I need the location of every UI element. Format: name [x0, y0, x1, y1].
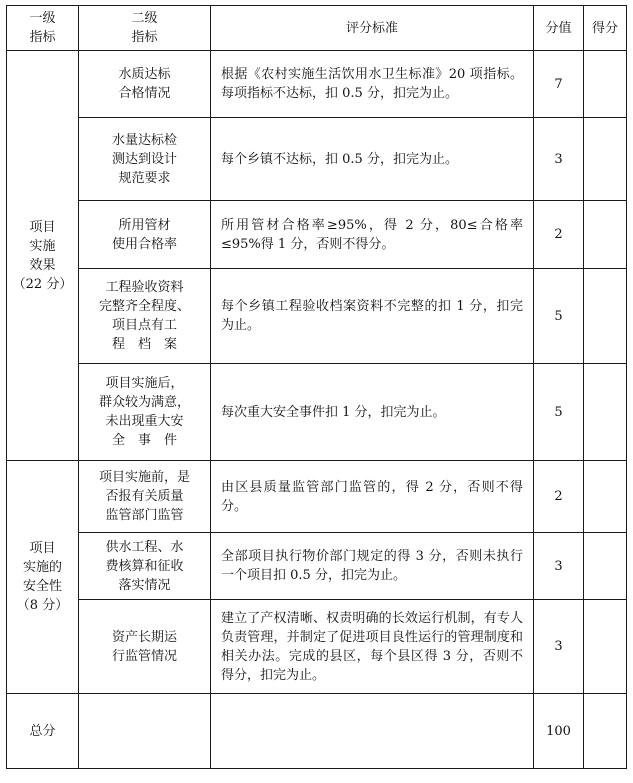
header-row — [7, 6, 627, 51]
criteria-cell: 由区县质量监管部门监管的，得 2 分，否则不得分。 — [211, 461, 534, 533]
score-cell: 3 — [534, 533, 584, 600]
criteria-cell: 每次重大安全事件扣 1 分，扣完为止。 — [211, 364, 534, 461]
header-level2-line: 指标 — [131, 30, 158, 45]
table-row — [7, 118, 627, 201]
total-label: 总分 — [7, 694, 79, 769]
category-line: 实施 — [29, 238, 56, 254]
total-indicator-cell — [79, 694, 211, 769]
header-level1-line: 指标 — [29, 30, 56, 45]
table-row — [7, 600, 627, 694]
indicator-line: 水量达标检 — [111, 132, 177, 148]
scoring-table — [6, 5, 627, 769]
indicator-line: 项目实施前，是 — [98, 470, 190, 485]
indicator-cell — [79, 201, 211, 269]
table-row — [7, 269, 627, 364]
indicator-cell — [79, 118, 211, 201]
header-obtained: 得分 — [584, 6, 627, 51]
obtained-cell[interactable] — [584, 118, 627, 201]
category-cell — [7, 51, 79, 461]
score-cell: 3 — [534, 118, 584, 201]
indicator-line: 项目点有工 — [111, 318, 177, 333]
header-level1-line: 一级 — [29, 11, 56, 26]
indicator-line: 费核算和征收 — [105, 558, 184, 574]
obtained-cell[interactable] — [584, 201, 627, 269]
category-line: 项目 — [29, 219, 56, 235]
indicator-line: 规范要求 — [118, 170, 171, 186]
criteria-cell: 建立了产权清晰、权责明确的长效运行机制，有专人负责管理，并制定了促进项目良性运行的管理制度和相关办法。完成的县区，每个县区得 3 分，否则不得分，扣完为止。 — [211, 600, 534, 694]
score-cell: 5 — [534, 269, 584, 364]
category-line: （22 分） — [12, 276, 73, 292]
obtained-cell[interactable] — [584, 51, 627, 118]
criteria-cell: 每个乡镇工程验收档案资料不完整的扣 1 分，扣完为止。 — [211, 269, 534, 364]
indicator-cell — [79, 600, 211, 694]
score-cell: 5 — [534, 364, 584, 461]
indicator-line: 未出现重大安 — [105, 414, 184, 429]
indicator-cell — [79, 461, 211, 533]
indicator-line: 行监管情况 — [111, 648, 177, 664]
criteria-cell: 全部项目执行物价部门规定的得 3 分，否则未执行一个项目扣 0.5 分，扣完为止。 — [211, 533, 534, 600]
indicator-line: 合格情况 — [118, 86, 171, 101]
indicator-cell — [79, 533, 211, 600]
indicator-line: 使用合格率 — [111, 236, 177, 252]
obtained-cell[interactable] — [584, 269, 627, 364]
indicator-line: 水质达标 — [118, 67, 171, 82]
indicator-line: 供水工程、水 — [105, 539, 184, 555]
table-row — [7, 364, 627, 461]
indicator-line: 资产长期运 — [111, 629, 177, 645]
indicator-line: 测达到设计 — [111, 151, 177, 167]
score-cell: 2 — [534, 201, 584, 269]
total-score: 100 — [534, 694, 584, 769]
category-cell — [7, 461, 79, 694]
indicator-line: 项目实施后， — [105, 376, 184, 391]
score-cell: 2 — [534, 461, 584, 533]
header-level2-indicator — [79, 6, 211, 51]
criteria-cell: 所用管材合格率≥95%，得 2 分，80≤合格率≤95%得 1 分，否则不得分。 — [211, 201, 534, 269]
category-line: 安全性 — [22, 579, 62, 594]
score-cell: 3 — [534, 600, 584, 694]
category-line: 项目 — [29, 541, 56, 556]
table-row — [7, 461, 627, 533]
indicator-cell — [79, 364, 211, 461]
indicator-line: 监管部门监管 — [105, 508, 184, 523]
total-row — [7, 694, 627, 769]
indicator-line: 否报有关质量 — [105, 489, 184, 504]
indicator-line: 工程验收资料 — [105, 280, 184, 295]
criteria-cell: 每个乡镇不达标，扣 0.5 分，扣完为止。 — [211, 118, 534, 201]
header-level1-indicator — [7, 6, 79, 51]
table-row — [7, 51, 627, 118]
table-row — [7, 201, 627, 269]
obtained-cell[interactable] — [584, 533, 627, 600]
header-score: 分值 — [534, 6, 584, 51]
indicator-cell — [79, 51, 211, 118]
category-line: 实施的 — [22, 560, 62, 575]
total-obtained[interactable] — [584, 694, 627, 769]
criteria-cell: 根据《农村实施生活饮用水卫生标准》20 项指标。每项指标不达标，扣 0.5 分，扣完为止。 — [211, 51, 534, 118]
category-line: （8 分） — [16, 598, 69, 613]
indicator-line: 群众较为满意， — [98, 395, 190, 410]
header-level2-line: 二级 — [131, 11, 158, 26]
indicator-cell — [79, 269, 211, 364]
obtained-cell[interactable] — [584, 364, 627, 461]
indicator-line: 完整齐全程度、 — [98, 299, 190, 314]
indicator-line: 程 档 案 — [111, 337, 177, 352]
header-criteria: 评分标准 — [211, 6, 534, 51]
obtained-cell[interactable] — [584, 600, 627, 694]
category-line: 效果 — [29, 257, 56, 273]
indicator-line: 所用管材 — [118, 217, 171, 233]
indicator-line: 落实情况 — [118, 577, 171, 593]
indicator-line: 全 事 件 — [111, 433, 177, 448]
obtained-cell[interactable] — [584, 461, 627, 533]
table-row — [7, 533, 627, 600]
total-criteria-cell — [211, 694, 534, 769]
score-cell: 7 — [534, 51, 584, 118]
